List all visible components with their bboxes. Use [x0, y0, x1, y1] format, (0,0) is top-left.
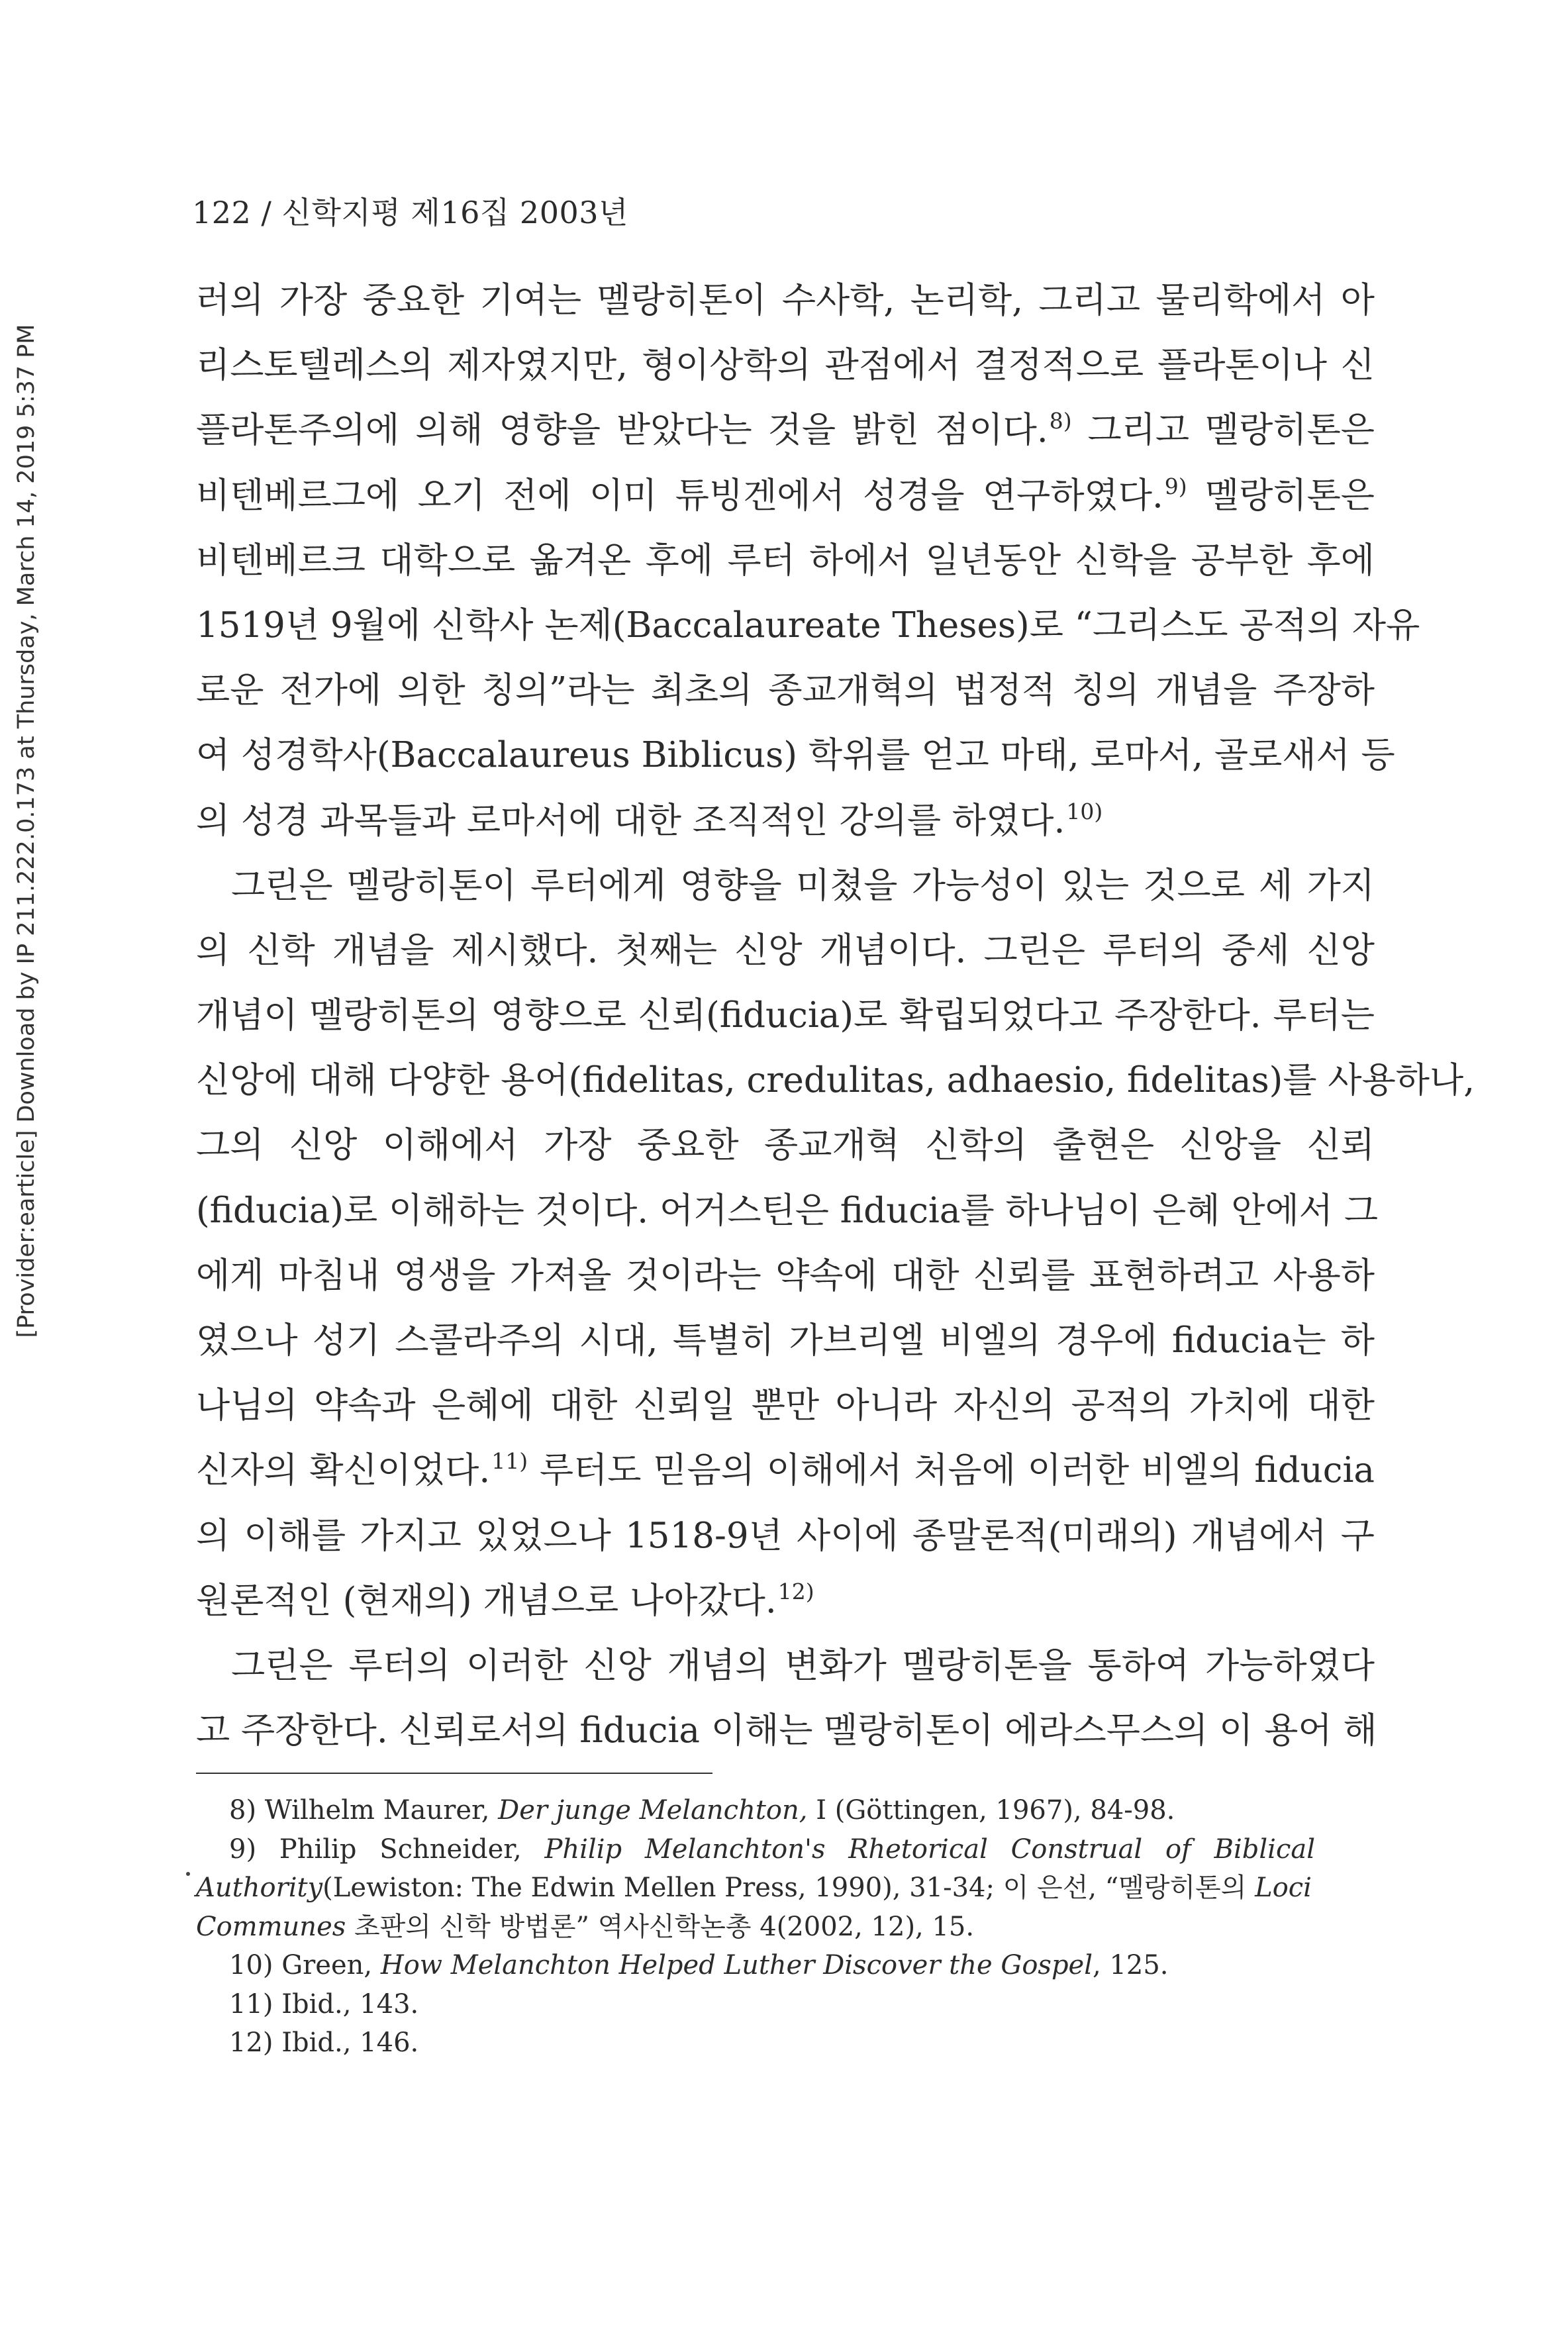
footnote-12: 12) Ibid., 146. [229, 2028, 419, 2058]
footnote-9-cont [196, 1908, 1315, 1947]
fn-title: Loci [1255, 1873, 1312, 1903]
text-run: 비텐베르그에 오기 전에 이미 튜빙겐에서 성경을 연구하였다. [196, 475, 1163, 516]
text-line: 신앙에 대해 다양한 용어(fidelitas, credulitas, adhaesio, fidelitas)를 사용하나, [196, 1060, 1475, 1101]
fn-text: 8) Wilhelm Maurer, [229, 1795, 499, 1826]
text-line: 로운 전가에 의한 칭의”라는 최초의 종교개혁의 법정적 칭의 개념을 주장하 [196, 670, 1375, 711]
text-run: 신자의 확신이었다. [196, 1450, 491, 1491]
text-line: 의 이해를 가지고 있었으나 1518-9년 사이에 종말론적(미래의) 개념에서 구 [196, 1515, 1375, 1556]
text-line: 였으나 성기 스콜라주의 시대, 특별히 가브리엘 비엘의 경우에 fiducia는 하 [196, 1320, 1375, 1361]
footnote-ref-11: 11) [491, 1448, 528, 1475]
text-line: 의 신학 개념을 제시했다. 첫째는 신앙 개념이다. 그린은 루터의 중세 신앙 [196, 930, 1375, 971]
fn-title: Philip Melanchton's Rhetorical Construal of Biblical [544, 1833, 1315, 1865]
download-stamp-text: [Provider:earticle] Download by IP 211.222.0.173 at Thursday, March 14, 2019 5:37 PM [13, 324, 40, 1338]
text-line: 에게 마침내 영생을 가져올 것이라는 약속에 대한 신뢰를 표현하려고 사용하 [196, 1255, 1375, 1296]
footnote-ref-12: 12) [777, 1578, 814, 1604]
text-line: 그린은 멜랑히톤이 루터에게 영향을 미쳤을 가능성이 있는 것으로 세 가지 [231, 865, 1375, 906]
fn-text: I (Göttingen, 1967), 84-98. [807, 1795, 1175, 1826]
text-line [196, 1438, 1375, 1503]
fn-text: 9) Philip Schneider, [229, 1833, 545, 1865]
text-run: 원론적인 (현재의) 개념으로 나아갔다. [196, 1580, 777, 1621]
footnote-8 [229, 1791, 1315, 1830]
fn-title: How Melanchton Helped Luther Discover the Gospel [380, 1950, 1093, 1980]
text-line: (fiducia)로 이해하는 것이다. 어거스틴은 fiducia를 하나님이 은혜 안에서 그 [196, 1190, 1379, 1231]
text-line: 러의 가장 중요한 기여는 멜랑히톤이 수사학, 논리학, 그리고 물리학에서 아 [196, 280, 1375, 320]
text-line: 리스토텔레스의 제자였지만, 형이상학의 관점에서 결정적으로 플라톤이나 신 [196, 345, 1375, 386]
fn-title: Authority [196, 1873, 323, 1903]
running-header: 122 / 신학지평 제16집 2003년 [192, 195, 628, 230]
footnote-ref-9: 9) [1164, 473, 1187, 499]
fn-text: (Lewiston: The Edwin Mellen Press, 1990), 31-34; 이 은선, “멜랑히톤의 [322, 1873, 1255, 1903]
text-line [196, 789, 1375, 854]
text-line: 그의 신앙 이해에서 가장 중요한 종교개혁 신학의 출현은 신앙을 신뢰 [196, 1125, 1375, 1166]
text-line [196, 464, 1375, 528]
margin-dot [186, 1872, 190, 1876]
text-run: 루터도 믿음의 이해에서 처음에 이러한 비엘의 fiducia [528, 1450, 1375, 1491]
fn-title: Communes [196, 1911, 346, 1942]
text-line [196, 398, 1375, 463]
footnote-ref-8: 8) [1049, 408, 1072, 434]
text-run: 그리고 멜랑히톤은 [1071, 410, 1375, 451]
fn-text: , 125. [1093, 1950, 1169, 1980]
footnote-9-cont [196, 1869, 1315, 1908]
text-line: 1519년 9월에 신학사 논제(Baccalaureate Theses)로 “그리스도 공적의 자유 [196, 605, 1420, 646]
footnote-9 [229, 1830, 1315, 1869]
text-line: 그린은 루터의 이러한 신앙 개념의 변화가 멜랑히톤을 통하여 가능하였다 [231, 1645, 1375, 1686]
footnotes [196, 1791, 1315, 2063]
text-line: 나님의 약속과 은혜에 대한 신뢰일 뿐만 아니라 자신의 공적의 가치에 대한 [196, 1385, 1375, 1426]
text-run: 멜랑히톤은 [1187, 475, 1375, 516]
text-run: 플라톤주의에 의해 영향을 받았다는 것을 밝힌 점이다. [196, 410, 1048, 451]
footnote-separator [196, 1773, 712, 1774]
text-line [196, 1569, 1375, 1634]
body-text [196, 268, 1475, 1763]
text-run: 의 성경 과목들과 로마서에 대한 조직적인 강의를 하였다. [196, 800, 1065, 841]
fn-text: 초판의 신학 방법론” 역사신학논총 4(2002, 12), 15. [346, 1911, 975, 1942]
fn-title: Der junge Melanchton, [498, 1795, 808, 1826]
footnote-ref-10: 10) [1066, 798, 1103, 824]
footnote-11: 11) Ibid., 143. [229, 1988, 419, 2020]
text-line: 개념이 멜랑히톤의 영향으로 신뢰(fiducia)로 확립되었다고 주장한다. 루터는 [196, 995, 1375, 1036]
footnote-10 [229, 1946, 1315, 1985]
text-line: 여 성경학사(Baccalaureus Biblicus) 학위를 얻고 마태, 로마서, 골로새서 등 [196, 735, 1395, 776]
text-line: 비텐베르크 대학으로 옮겨온 후에 루터 하에서 일년동안 신학을 공부한 후에 [196, 540, 1375, 581]
fn-text: 10) Green, [229, 1950, 381, 1980]
text-line: 고 주장한다. 신뢰로서의 fiducia 이해는 멜랑히톤이 에라스무스의 이 용어 해 [196, 1710, 1377, 1751]
